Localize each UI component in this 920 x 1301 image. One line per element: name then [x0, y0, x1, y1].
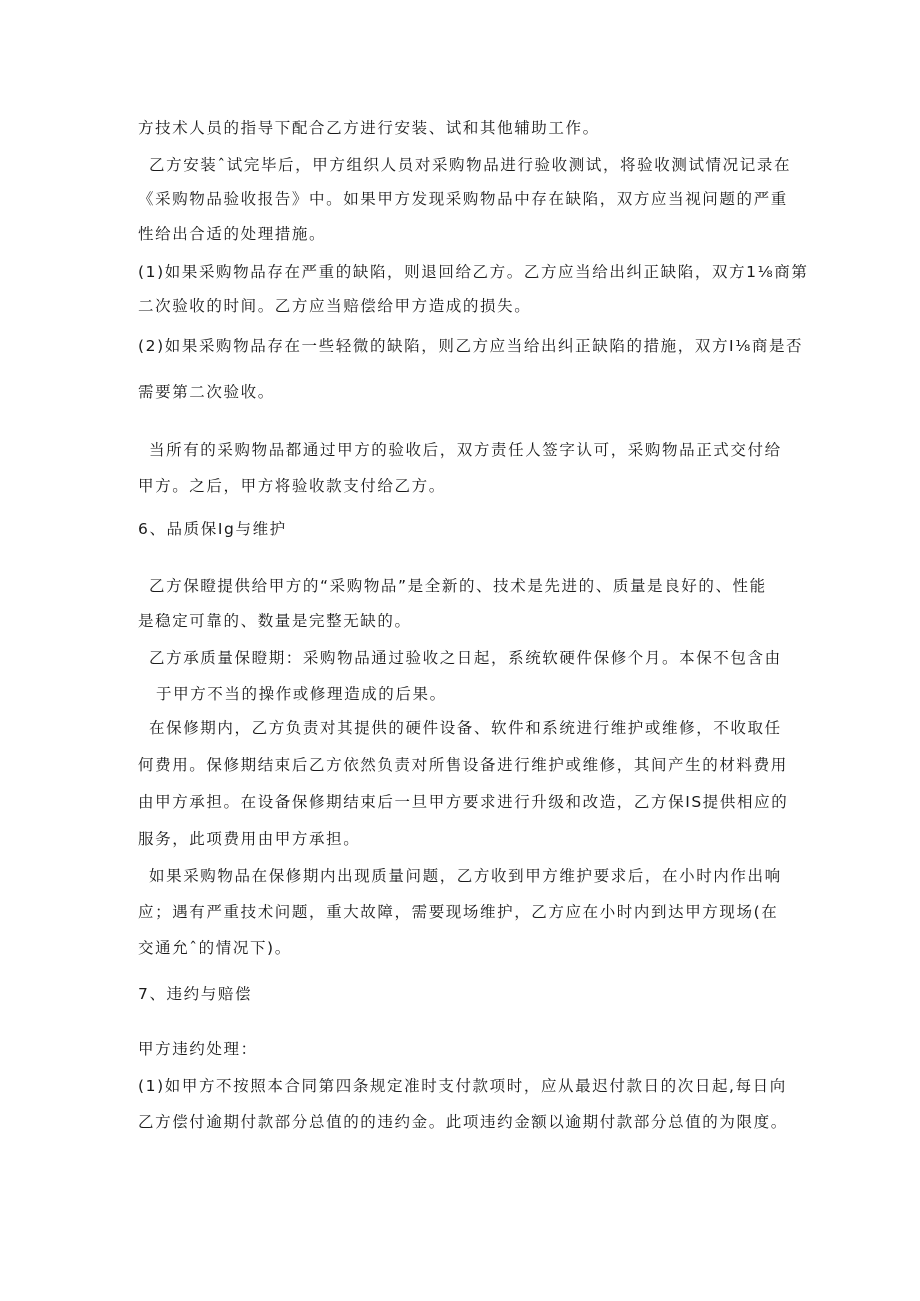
line-24: 甲方违约处理：	[138, 1040, 258, 1058]
section-heading-7: 7、违约与赔偿	[138, 985, 253, 1003]
line-9: 当所有的采购物品都通过甲方的验收后，双方责任人签字认可，采购物品正式交付给	[149, 441, 782, 459]
line-25: (1)如甲方不按照本合同第四条规定准时支付款项时，应从最迟付款日的次日起,每日向	[138, 1077, 787, 1095]
line-2: 乙方安装ˆ试完毕后，甲方组织人员对采购物品进行验收测试，将验收测试情况记录在	[149, 156, 792, 174]
line-13: 是稳定可靠的、数量是完整无缺的。	[138, 612, 412, 630]
line-10: 甲方。之后，甲方将验收款支付给乙方。	[138, 477, 446, 495]
line-21: 应；遇有严重技术问题，重大故障，需要现场维护，乙方应在小时内到达甲方现场(在	[138, 903, 779, 921]
line-19: 服务，此项费用由甲方承担。	[138, 830, 361, 848]
line-16: 在保修期内，乙方负责对其提供的硬件设备、软件和系统进行维护或维修，不收取任	[149, 719, 782, 737]
line-6: 二次验收的时间。乙方应当赔偿给甲方造成的损失。	[138, 297, 532, 315]
line-8: 需要第二次验收。	[138, 383, 275, 401]
line-4: 性给出合适的处理措施。	[138, 225, 327, 243]
line-26: 乙方偿付逾期付款部分总值的的违约金。此项违约金额以逾期付款部分总值的为限度。	[138, 1113, 788, 1131]
line-17: 何费用。保修期结束后乙方依然负责对所售设备进行维护或维修，其间产生的材料费用	[138, 756, 788, 774]
line-12: 乙方保瞪提供给甲方的“采购物品”是全新的、技术是先进的、质量是良好的、性能	[149, 577, 767, 595]
line-14: 乙方承质量保瞪期：采购物品通过验收之日起，系统软硬件保修个月。本保不包含由	[149, 649, 782, 667]
section-heading-6: 6、品质保Ig与维护	[138, 520, 287, 538]
line-7: (2)如果采购物品存在一些轻微的缺陷，则乙方应当给出纠正缺陷的措施，双方I⅛商是否	[138, 337, 804, 355]
line-18: 由甲方承担。在设备保修期结束后一旦甲方要求进行升级和改造，乙方保IS提供相应的	[138, 793, 789, 811]
line-22: 交通允ˆ的情况下)。	[138, 939, 292, 957]
line-15: 于甲方不当的操作或修理造成的后果。	[156, 685, 447, 703]
line-20: 如果采购物品在保修期内出现质量问题，乙方收到甲方维护要求后，在小时内作出响	[149, 867, 782, 885]
line-1: 方技术人员的指导下配合乙方进行安装、试和其他辅助工作。	[138, 119, 600, 137]
line-5: (1)如果采购物品存在严重的缺陷，则退回给乙方。乙方应当给出纠正缺陷，双方1⅛商第	[138, 263, 809, 281]
line-3: 《采购物品验收报告》中。如果甲方发现采购物品中存在缺陷，双方应当视问题的严重	[138, 190, 788, 208]
